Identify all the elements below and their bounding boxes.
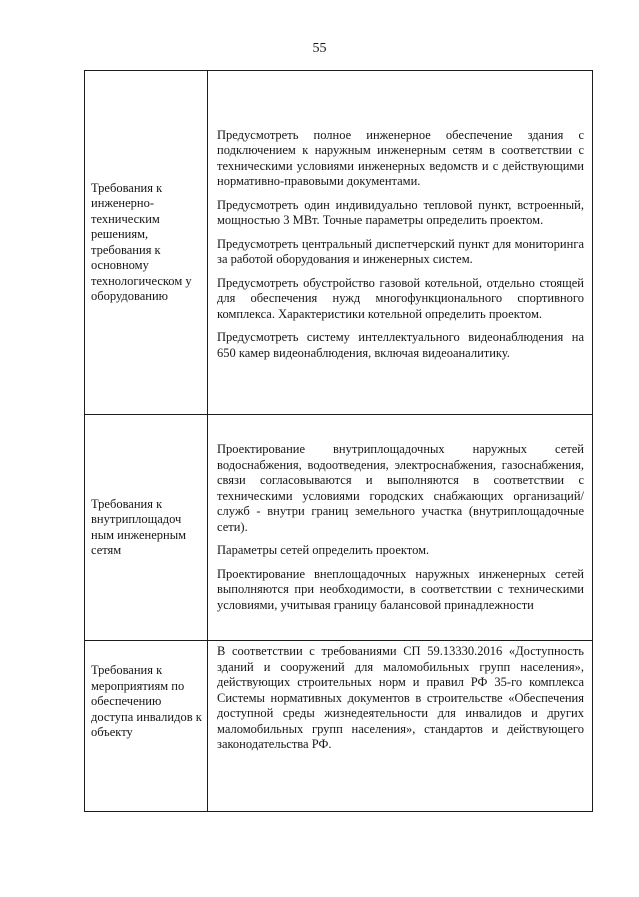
paragraph: Предусмотреть один индивидуально тепловой пункт, встроенный, мощностью 3 МВт. Точные параметры определить проектом. xyxy=(217,197,584,228)
paragraph: В соответствии с требованиями СП 59.13330.2016 «Доступность зданий и сооружений для маломобильных групп населения», действующих строительных норм и правил РФ 35-го комплекса Системы нормативных документов в строительстве «Обеспечения доступной среды жизнедеятельности для инвалидов и других маломобильных групп населения», стандартов и действующего законодательства РФ. xyxy=(217,644,584,751)
row-label: Требования к внутриплощадоч ным инженерным сетям xyxy=(85,415,208,641)
row-content xyxy=(208,71,593,415)
paragraph: Проектирование внутриплощадочных наружных сетей водоснабжения, водоотведения, электроснабжения, газоснабжения, связи согласовываются и выполняются в соответствии с техническими условиями городских снабжающих организаций/служб - внутри границ земельного участка (внутриплощадочные сети). xyxy=(217,442,584,534)
table-row xyxy=(85,71,593,415)
paragraph: Предусмотреть полное инженерное обеспечение здания с подключением к наружным инженерным сетям в соответствии с техническими условиями инженерных ведомств и с действующими нормативно-правовыми документами. xyxy=(217,127,584,189)
paragraph: Проектирование внеплощадочных наружных инженерных сетей выполняются при необходимости, в соответствии с техническими условиями, учитывая границу балансовой принадлежности xyxy=(217,566,584,612)
paragraph: Предусмотреть систему интеллектуального видеонаблюдения на 650 камер видеонаблюдения, включая видеоаналитику. xyxy=(217,330,584,360)
paragraph: Параметры сетей определить проектом. xyxy=(217,543,430,557)
table-row xyxy=(85,415,593,641)
row-content xyxy=(208,641,593,812)
table-row xyxy=(85,641,593,812)
page-number: 55 xyxy=(312,41,327,56)
paragraph: Предусмотреть обустройство газовой котельной, отдельно стоящей для обеспечения нужд многофункционального спортивного комплекса. Характеристики котельной определить проектом. xyxy=(217,275,584,321)
row-label: Требования к мероприятиям по обеспечению доступа инвалидов к объекту xyxy=(85,641,208,812)
paragraph: Предусмотреть центральный диспетчерский пункт для мониторинга за работой оборудования и инженерных систем. xyxy=(217,236,584,267)
row-content xyxy=(208,415,593,641)
requirements-table xyxy=(84,70,593,812)
row-label: Требования к инженерно-техническим решениям, требования к основному технологическом у оборудованию xyxy=(85,71,208,415)
